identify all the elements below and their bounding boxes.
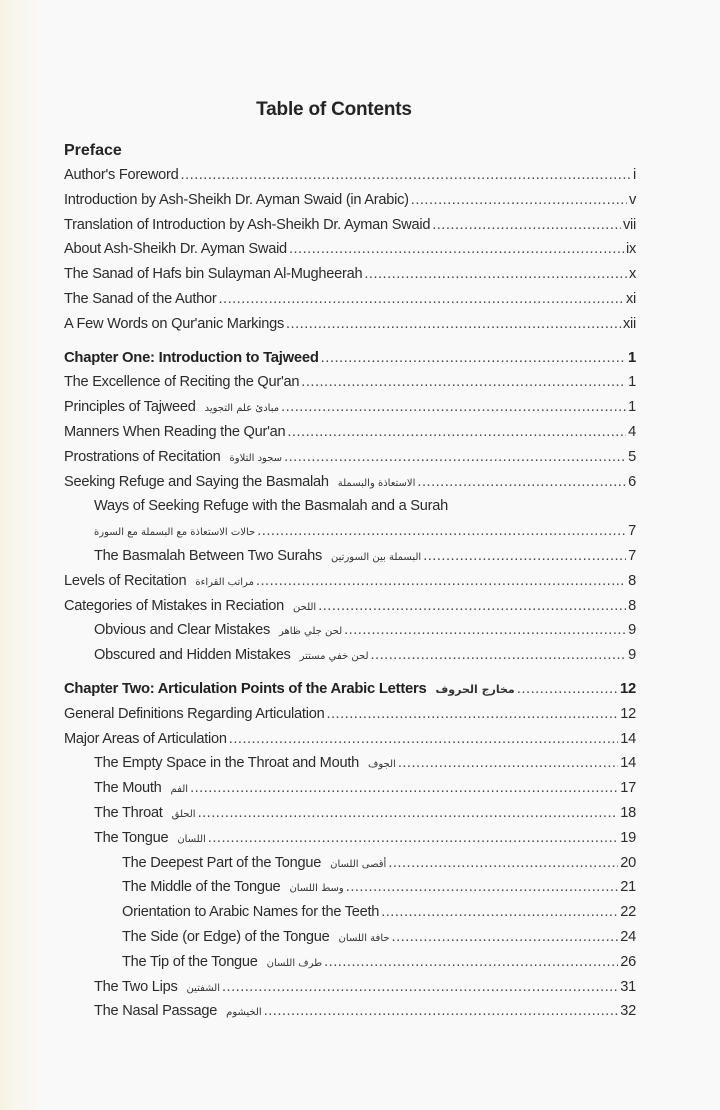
chapter-heading-one[interactable]	[64, 346, 636, 371]
dot-leader	[264, 999, 619, 1024]
toc-entry[interactable]	[64, 751, 636, 776]
entry-title: About Ash-Sheikh Dr. Ayman Swaid	[64, 241, 287, 258]
entry-arabic-title: الفم	[170, 784, 189, 796]
entry-title: The Sanad of the Author	[64, 290, 217, 307]
entry-page-number: v	[628, 191, 636, 208]
entry-title: The Nasal Passage	[94, 1003, 218, 1020]
dot-leader	[423, 544, 626, 569]
entry-title: Levels of Recitation	[64, 572, 187, 589]
entry-arabic-title: سجود التلاوة	[229, 452, 283, 464]
toc-entry[interactable]	[64, 569, 636, 594]
entry-title: The Empty Space in the Throat and Mouth	[94, 755, 359, 772]
entry-title: The Tip of the Tongue	[122, 953, 258, 970]
entry-page-number: 31	[620, 978, 636, 995]
section-heading-preface: Preface	[64, 142, 122, 159]
entry-page-number: 8	[628, 572, 636, 589]
dot-leader	[286, 312, 621, 337]
page-edge-shadow	[0, 0, 40, 1110]
entry-title: Author's Foreword	[64, 167, 179, 183]
entry-arabic-title: الحلق	[171, 808, 196, 820]
entry-title: The Mouth	[94, 780, 162, 797]
entry-page-number: 1	[628, 399, 636, 416]
dot-leader	[281, 395, 626, 420]
entry-title: Prostrations of Recitation	[64, 448, 221, 465]
dot-leader	[364, 262, 627, 287]
toc-entry[interactable]	[64, 287, 636, 312]
entry-title: Categories of Mistakes in Reciation	[64, 597, 284, 614]
entry-title: The Two Lips	[94, 978, 178, 995]
toc-entry[interactable]	[64, 950, 636, 975]
entry-title: General Definitions Regarding Articulation	[64, 705, 325, 722]
toc-entry[interactable]	[64, 999, 636, 1024]
entry-page-number: 6	[628, 473, 636, 490]
dot-leader	[344, 618, 626, 643]
entry-title: The Throat	[94, 804, 163, 821]
chapter-title: Chapter Two: Articulation Points of the Arabic Letters	[64, 680, 427, 697]
entry-title: The Tongue	[94, 829, 169, 846]
entry-page-number: 5	[628, 448, 636, 465]
dot-leader	[318, 594, 626, 619]
toc-entry[interactable]	[64, 702, 636, 727]
toc-entry[interactable]	[64, 163, 636, 188]
entry-page-number: 32	[620, 1003, 636, 1020]
entry-title: The Deepest Part of the Tongue	[122, 854, 322, 871]
entry-title: Orientation to Arabic Names for the Teeth	[122, 904, 380, 921]
toc-entry[interactable]	[64, 594, 636, 619]
toc-entry[interactable]	[64, 544, 636, 569]
entry-title: The Excellence of Reciting the Qur'an	[64, 374, 300, 391]
chapter-title: Chapter One: Introduction to Tajweed	[64, 349, 319, 366]
toc-entry[interactable]	[64, 776, 636, 801]
dot-leader	[381, 900, 618, 925]
entry-title: Major Areas of Articulation	[64, 730, 227, 747]
toc-entry[interactable]	[64, 188, 636, 213]
dot-leader	[287, 420, 626, 445]
entry-title: Seeking Refuge and Saying the Basmalah	[64, 473, 329, 490]
entry-page-number: 9	[628, 647, 636, 664]
entry-page-number: 1	[628, 374, 636, 391]
dot-leader	[229, 727, 618, 752]
dot-leader	[289, 237, 624, 262]
entry-page-number: 7	[628, 547, 636, 564]
dot-leader	[392, 925, 619, 950]
entry-arabic-title: وسط اللسان	[289, 883, 344, 895]
entry-arabic-title: طرف اللسان	[266, 957, 323, 969]
entry-page-number: 21	[620, 879, 636, 896]
entry-arabic-title: الخيشوم	[226, 1007, 262, 1019]
dot-leader	[388, 851, 618, 876]
toc-entry[interactable]	[64, 801, 636, 826]
dot-leader	[301, 370, 626, 395]
entry-arabic-title: مراتب القراءة	[195, 576, 254, 588]
entry-page-number: 4	[628, 423, 636, 440]
entry-title: Obscured and Hidden Mistakes	[94, 647, 291, 664]
entry-arabic-title: الشفتين	[186, 982, 220, 994]
toc-entry[interactable]	[64, 925, 636, 950]
dot-leader	[190, 776, 618, 801]
chapter-arabic-title: مخارج الحروف	[435, 682, 515, 696]
entry-page-number: xi	[625, 290, 636, 307]
dot-leader	[326, 702, 618, 727]
entry-page-number: 9	[628, 622, 636, 639]
dot-leader	[256, 569, 626, 594]
entry-title: Translation of Introduction by Ash-Sheikh Dr. Ayman Swaid	[64, 216, 431, 233]
entry-arabic-title: اللحن	[293, 601, 317, 613]
toc-entry[interactable]	[64, 900, 636, 925]
toc-entry[interactable]	[64, 395, 636, 420]
entry-arabic-title: مبادئ علم التجويد	[204, 403, 280, 415]
dot-leader	[284, 445, 626, 470]
dot-leader	[181, 163, 631, 188]
entry-page-number: i	[633, 167, 636, 183]
entry-page-number: 20	[620, 854, 636, 871]
dot-leader	[222, 975, 618, 1000]
toc-entry[interactable]	[64, 237, 636, 262]
entry-page-number: x	[628, 266, 636, 283]
toc-entry[interactable]	[64, 213, 636, 238]
toc-entry[interactable]	[64, 727, 636, 752]
entry-title: Principles of Tajweed	[64, 399, 196, 416]
entry-title: The Sanad of Hafs bin Sulayman Al-Mugheerah	[64, 266, 363, 283]
dot-leader	[346, 875, 619, 900]
entry-title: The Side (or Edge) of the Tongue	[122, 928, 330, 945]
dot-leader	[218, 287, 623, 312]
toc-entry[interactable]	[64, 370, 636, 395]
entry-page-number: 14	[620, 730, 636, 747]
entry-page-number: 18	[620, 804, 636, 821]
toc-entry[interactable]	[64, 445, 636, 470]
entry-arabic-title: حالات الاستعاذة مع البسملة مع السورة	[94, 527, 256, 539]
toc-entry-wrapped-continuation[interactable]	[64, 519, 636, 544]
entry-page-number: 8	[628, 597, 636, 614]
toc-entry[interactable]	[64, 262, 636, 287]
entry-page-number: vii	[622, 216, 636, 233]
entry-title: Introduction by Ash-Sheikh Dr. Ayman Swaid (in Arabic)	[64, 191, 409, 208]
entry-page-number: 12	[620, 705, 636, 722]
dot-leader	[398, 751, 618, 776]
entry-arabic-title: لحن خفي مستتر	[299, 651, 369, 663]
entry-page-number: xii	[622, 315, 636, 332]
entry-arabic-title: حافة اللسان	[338, 932, 390, 944]
dot-leader	[432, 213, 621, 238]
entry-title: The Middle of the Tongue	[122, 879, 281, 896]
entry-arabic-title: البسملة بين السورتين	[331, 551, 422, 563]
entry-arabic-title: اللسان	[177, 833, 206, 845]
toc-entry[interactable]	[64, 826, 636, 851]
toc-entry[interactable]	[64, 312, 636, 337]
toc-entry[interactable]	[64, 618, 636, 643]
dot-leader	[208, 826, 618, 851]
dot-leader	[517, 677, 618, 702]
toc-entry[interactable]	[64, 875, 636, 900]
dot-leader	[371, 643, 627, 668]
toc-entry[interactable]	[64, 470, 636, 495]
entry-page-number: 14	[620, 755, 636, 772]
entry-page-number: 7	[628, 523, 636, 540]
entry-arabic-title: أقصى اللسان	[330, 858, 387, 870]
dot-leader	[257, 519, 626, 544]
entry-arabic-title: لحن جلي ظاهر	[279, 626, 343, 638]
toc-entry-wrapped[interactable]	[64, 494, 636, 519]
table-of-contents	[64, 138, 636, 1024]
entry-title: Manners When Reading the Qur'an	[64, 423, 286, 440]
entry-page-number: 17	[620, 780, 636, 797]
chapter-heading-two[interactable]	[64, 677, 636, 702]
toc-entry[interactable]	[64, 851, 636, 876]
chapter-page-number: 1	[628, 349, 636, 366]
entry-title: Ways of Seeking Refuge with the Basmalah and a Surah	[94, 498, 448, 515]
entry-title: A Few Words on Qur'anic Markings	[64, 315, 284, 332]
entry-page-number: 24	[620, 928, 636, 945]
entry-title: The Basmalah Between Two Surahs	[94, 547, 323, 564]
entry-page-number: 26	[620, 953, 636, 970]
toc-entry[interactable]	[64, 975, 636, 1000]
dot-leader	[321, 346, 626, 371]
entry-title: Obvious and Clear Mistakes	[94, 622, 271, 639]
page-title: Table of Contents	[256, 99, 412, 120]
toc-entry[interactable]	[64, 643, 636, 668]
entry-arabic-title: الاستعاذة والبسملة	[337, 477, 416, 489]
dot-leader	[411, 188, 627, 213]
toc-entry[interactable]	[64, 420, 636, 445]
chapter-page-number: 12	[620, 680, 636, 697]
dot-leader	[198, 801, 619, 826]
entry-page-number: 22	[620, 904, 636, 921]
entry-page-number: 19	[620, 829, 636, 846]
entry-arabic-title: الجوف	[368, 759, 396, 771]
entry-page-number: ix	[625, 241, 636, 258]
dot-leader	[417, 470, 626, 495]
dot-leader	[324, 950, 618, 975]
